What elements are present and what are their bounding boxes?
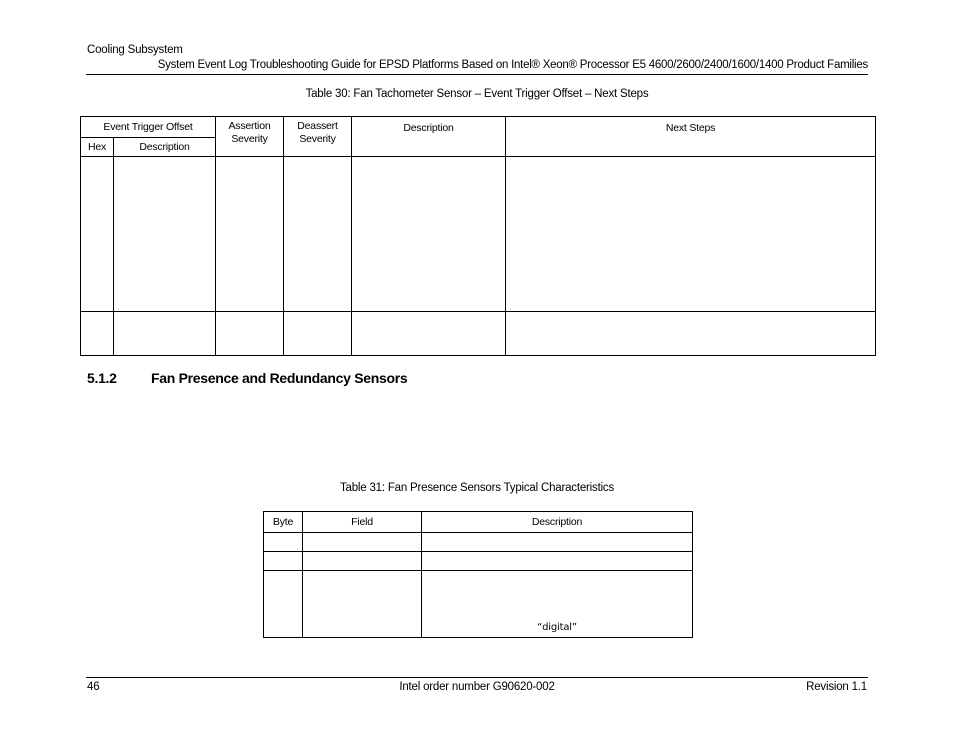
table-cell — [264, 571, 303, 638]
header-next-steps: Next Steps — [506, 117, 876, 157]
header-event-trigger-offset: Event Trigger Offset — [81, 117, 216, 138]
table-cell — [506, 157, 876, 312]
table-cell — [352, 157, 506, 312]
section-title: Fan Presence and Redundancy Sensors — [151, 370, 408, 386]
header-hex: Hex — [81, 138, 114, 157]
table-row — [81, 312, 876, 356]
header-byte: Byte — [264, 512, 303, 533]
header-description: Description — [352, 117, 506, 157]
table-cell — [422, 552, 693, 571]
table-cell — [216, 312, 284, 356]
table-cell — [303, 571, 422, 638]
table-row — [264, 533, 693, 552]
table31-caption: Table 31: Fan Presence Sensors Typical Characteristics — [339, 482, 615, 494]
table-cell — [303, 552, 422, 571]
table-cell — [284, 312, 352, 356]
table-cell — [264, 552, 303, 571]
table-cell — [352, 312, 506, 356]
table31-fan-presence — [263, 511, 693, 638]
running-header-section: Cooling Subsystem — [87, 44, 183, 56]
table-cell — [114, 157, 216, 312]
header-field: Field — [303, 512, 422, 533]
table-cell — [422, 571, 693, 638]
section-number: 5.1.2 — [87, 370, 117, 386]
table-cell — [81, 157, 114, 312]
table-cell — [216, 157, 284, 312]
order-number: Intel order number G90620-002 — [399, 681, 555, 693]
header-rule — [86, 74, 868, 75]
header-assertion-severity: Assertion Severity — [216, 117, 284, 157]
table-cell — [114, 312, 216, 356]
table-cell — [506, 312, 876, 356]
table-row — [264, 552, 693, 571]
table-row — [81, 157, 876, 312]
header-deassert-severity: Deassert Severity — [284, 117, 352, 157]
table30-caption: Table 30: Fan Tachometer Sensor – Event Trigger Offset – Next Steps — [305, 88, 649, 100]
table-cell — [303, 533, 422, 552]
revision: Revision 1.1 — [806, 681, 867, 693]
description-fragment: “digital” — [537, 622, 577, 633]
table30-fan-tachometer — [80, 116, 876, 356]
page-number: 46 — [87, 681, 100, 693]
running-header-title: System Event Log Troubleshooting Guide for EPSD Platforms Based on Intel® Xeon® Processor E5 4600/2600/2400/1600/1400 Product Families — [157, 59, 868, 71]
footer-rule — [86, 677, 868, 678]
table-cell — [81, 312, 114, 356]
header-description: Description — [422, 512, 693, 533]
table-cell — [264, 533, 303, 552]
table-cell — [284, 157, 352, 312]
header-offset-description: Description — [114, 138, 216, 157]
table-cell — [422, 533, 693, 552]
table-row — [264, 571, 693, 638]
